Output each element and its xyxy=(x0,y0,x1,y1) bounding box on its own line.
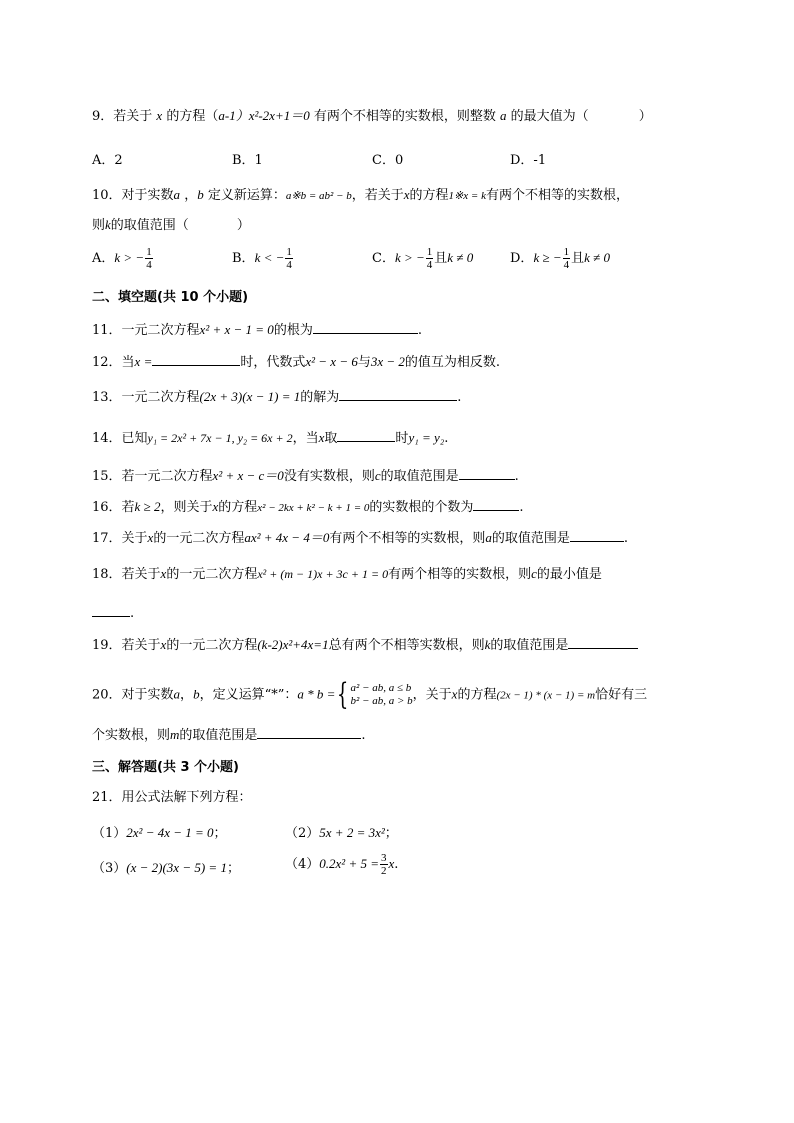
q16-text: 的方程 xyxy=(218,500,258,515)
q21-equation: 5x + 2 = 3x² xyxy=(319,825,385,840)
q21-text: ； xyxy=(384,826,398,841)
q15-equation: x² + x − c＝0 xyxy=(212,468,284,483)
q10-var-k: k xyxy=(105,217,111,232)
q21-text: . xyxy=(394,857,399,872)
q10-text: ， xyxy=(184,188,198,203)
q12-var-x: x = xyxy=(134,354,153,369)
q11-equation: x² + x − 1 = 0 xyxy=(199,322,274,337)
q12-expression: x² − x − 6 xyxy=(305,354,358,369)
q9-equation: a-1）x²-2x+1＝0 xyxy=(218,108,310,123)
q12-text: 与 xyxy=(357,355,371,370)
q18-var-c: c xyxy=(531,566,537,581)
fraction-denominator: 4 xyxy=(286,259,292,271)
q16-condition: k ≥ 2 xyxy=(134,499,161,514)
q20-cases xyxy=(350,682,412,708)
q10-text: 且 xyxy=(434,251,448,266)
q21-text: ； xyxy=(213,826,227,841)
q10-option-expr: k ≥ − xyxy=(533,250,562,265)
q21-equation: 2x² − 4x − 1 = 0 xyxy=(126,825,214,840)
q18-equation: x² + (m − 1)x + 3c + 1 = 0 xyxy=(257,567,389,581)
q19-equation: (k-2)x²+4x=1 xyxy=(257,637,329,652)
q18-var-x: x xyxy=(160,566,167,581)
fraction-numerator: 3 xyxy=(381,852,387,864)
brace-symbol: { xyxy=(337,677,349,712)
q21-part-label: （4） xyxy=(285,857,320,872)
q10-option-b xyxy=(232,246,294,271)
q10-option-a xyxy=(92,246,154,271)
q10-option-expr: k > − xyxy=(394,250,425,265)
fraction-numerator: 1 xyxy=(426,246,433,258)
q20-var-m: m xyxy=(170,727,180,742)
q10-text: 且 xyxy=(571,251,585,266)
q19-text: 总有两个不相等实数根，则 xyxy=(328,638,485,653)
question-21-title: 21．用公式法解下列方程： xyxy=(92,790,252,805)
q11-text: 的根为 xyxy=(273,323,313,338)
fraction xyxy=(285,246,293,271)
q20-text: 20．对于实数 xyxy=(92,687,174,703)
q14-equation: y₁ = y₂ xyxy=(408,430,445,445)
q17-blank xyxy=(570,529,624,542)
q19-blank xyxy=(568,636,638,649)
fraction-denominator: 4 xyxy=(563,259,570,271)
q20-text: 个实数根，则 xyxy=(92,728,171,743)
q10-var-x: x xyxy=(403,187,410,202)
q21-text: ； xyxy=(226,861,240,876)
fraction-denominator: 4 xyxy=(426,259,433,271)
q14-text: 取 xyxy=(324,431,338,446)
q10-option-expr: k > − xyxy=(114,250,145,265)
question-20 xyxy=(92,677,648,712)
q15-blank xyxy=(459,467,515,480)
q18-blank xyxy=(92,604,130,617)
q10-option-expr: k ≠ 0 xyxy=(447,250,474,265)
q21-part-label: （1） xyxy=(92,826,127,841)
q10-definition: a※b = ab² − b xyxy=(285,190,352,202)
q15-text: 的取值范围是 xyxy=(380,469,459,484)
q18-text: 的一元二次方程 xyxy=(166,567,258,582)
q14-text: 14．已知 xyxy=(92,431,148,446)
q14-equation: y₁ = 2x² + 7x − 1, y₂ = 6x + 2 xyxy=(147,431,293,445)
q21-part-3 xyxy=(92,857,240,876)
q20-case-2: b² − ab, a > b xyxy=(350,695,413,707)
q10-text: ，若关于 xyxy=(351,188,404,203)
question-10-line2 xyxy=(92,217,250,234)
q9-var-x: x xyxy=(156,108,163,123)
q14-text: ，当 xyxy=(292,431,319,446)
q10-text: 10．对于实数 xyxy=(92,188,174,203)
q17-var-x: x xyxy=(147,530,154,545)
q13-equation: (2x + 3)(x − 1) = 1 xyxy=(199,389,301,404)
q20-text: 恰好有三 xyxy=(595,687,648,703)
q12-text: 时，代数式 xyxy=(240,355,306,370)
q10-option-label: B． xyxy=(232,251,255,266)
q20-text: 的方程 xyxy=(457,687,497,703)
q11-blank xyxy=(313,321,418,334)
q20-case-1: a² − ab, a ≤ b xyxy=(350,682,412,694)
q16-text: 的实数根的个数为 xyxy=(369,500,474,515)
question-9 xyxy=(92,108,652,125)
question-19 xyxy=(92,636,638,654)
q9-option-c: C．0 xyxy=(372,153,404,168)
q20-var-b: b xyxy=(193,686,200,702)
q21-part-label: （2） xyxy=(285,826,320,841)
q13-blank xyxy=(339,388,457,401)
q13-text: . xyxy=(457,390,462,405)
q10-option-expr: k ≠ 0 xyxy=(584,250,611,265)
q21-part-2 xyxy=(285,822,398,841)
q21-part-label: （3） xyxy=(92,861,127,876)
question-13 xyxy=(92,388,461,406)
q21-equation: (x − 2)(3x − 5) = 1 xyxy=(126,860,227,875)
q17-text: 有两个不相等的实数根，则 xyxy=(329,531,486,546)
q14-text: 时 xyxy=(395,431,409,446)
q13-text: 13．一元二次方程 xyxy=(92,390,200,405)
q19-var-x: x xyxy=(160,637,167,652)
q20-equation: (2x − 1) * (x − 1) = m xyxy=(496,689,596,702)
q10-option-d xyxy=(510,246,610,271)
q10-option-c xyxy=(372,246,473,271)
q9-option-a: A．2 xyxy=(92,153,123,168)
q19-text: 的取值范围是 xyxy=(490,638,569,653)
q17-equation: ax² + 4x − 4＝0 xyxy=(244,530,330,545)
q10-option-label: A． xyxy=(92,251,115,266)
q17-text: . xyxy=(623,531,628,546)
q16-var-x: x xyxy=(212,499,219,514)
q12-text: 12．当 xyxy=(92,355,135,370)
q12-blank xyxy=(152,353,240,366)
question-17 xyxy=(92,529,628,547)
q16-text: . xyxy=(519,500,524,515)
q10-text: 则 xyxy=(92,218,106,233)
fraction xyxy=(145,246,153,271)
q20-text: ， xyxy=(180,687,194,703)
q21-equation: 0.2x² + 5 = xyxy=(319,856,379,871)
fraction-numerator: 1 xyxy=(146,246,152,258)
q17-text: 的取值范围是 xyxy=(491,531,570,546)
q12-expression: 3x − 2 xyxy=(370,354,405,369)
q9-var-a: a xyxy=(500,108,507,123)
q10-var-a: a xyxy=(173,187,181,202)
q11-text: . xyxy=(417,323,422,338)
fraction-numerator: 1 xyxy=(286,246,292,258)
q9-text: ） xyxy=(638,109,652,124)
q18-text: 18．若关于 xyxy=(92,567,161,582)
fraction xyxy=(426,246,434,271)
q10-equation: 1※x = k xyxy=(448,190,486,202)
fraction xyxy=(380,852,388,877)
fraction-denominator: 2 xyxy=(381,865,387,877)
question-14 xyxy=(92,429,448,447)
q9-option-d: D．-1 xyxy=(510,153,547,168)
q18-text: 有两个相等的实数根，则 xyxy=(388,567,532,582)
q19-text: 19．若关于 xyxy=(92,638,161,653)
q21-part-1 xyxy=(92,822,227,841)
question-18-line2 xyxy=(92,604,134,622)
section-heading-fill-in: 二、填空题(共 10 个小题) xyxy=(92,290,249,305)
q19-text: 的一元二次方程 xyxy=(166,638,258,653)
q15-text: 15．若一元二次方程 xyxy=(92,469,213,484)
q12-text: 的值互为相反数. xyxy=(404,355,501,370)
q14-var-x: x xyxy=(318,430,325,445)
q10-text: ） xyxy=(236,218,250,233)
q9-text: 9．若关于 xyxy=(92,109,153,124)
q11-text: 11．一元二次方程 xyxy=(92,323,200,338)
q20-blank xyxy=(257,726,361,739)
q18-text: . xyxy=(130,606,135,621)
q20-var-x: x xyxy=(451,686,458,702)
q10-text: 的取值范围（ xyxy=(110,218,189,233)
q10-option-label: D． xyxy=(510,251,534,266)
q20-text: ，定义运算“*”： xyxy=(199,687,298,703)
fraction xyxy=(563,246,571,271)
q9-text: 有两个不相等的实数根，则整数 xyxy=(313,109,496,124)
q21-part-4 xyxy=(285,852,398,877)
q10-text: 的方程 xyxy=(409,188,449,203)
q21-var-x: x xyxy=(388,856,395,871)
q16-blank xyxy=(473,498,519,511)
question-12 xyxy=(92,353,500,371)
q19-var-k: k xyxy=(484,637,491,652)
q10-text: 有两个不相等的实数根， xyxy=(485,188,629,203)
q9-text: 的方程（ xyxy=(166,109,219,124)
q9-option-b: B．1 xyxy=(232,153,263,168)
question-16 xyxy=(92,498,524,516)
q16-text: 16．若 xyxy=(92,500,135,515)
q10-option-label: C． xyxy=(372,251,395,266)
q13-text: 的解为 xyxy=(300,390,340,405)
q17-var-a: a xyxy=(485,530,492,545)
q16-equation: x² − 2kx + k² − k + 1 = 0 xyxy=(257,502,370,514)
q15-var-c: c xyxy=(374,468,381,483)
q17-text: 17．关于 xyxy=(92,531,148,546)
q20-text: . xyxy=(361,728,366,743)
q17-text: 的一元二次方程 xyxy=(153,531,245,546)
q18-text: 的最小值是 xyxy=(536,567,602,582)
fraction-numerator: 1 xyxy=(563,246,570,258)
question-18 xyxy=(92,566,602,583)
q20-text: 的取值范围是 xyxy=(179,728,258,743)
q20-text: ，关于 xyxy=(412,687,452,703)
question-10 xyxy=(92,187,629,204)
q16-text: ，则关于 xyxy=(160,500,213,515)
q20-definition: a * b = xyxy=(297,686,336,702)
fraction-denominator: 4 xyxy=(146,259,152,271)
section-heading-solve: 三、解答题(共 3 个小题) xyxy=(92,760,239,775)
question-20-line2 xyxy=(92,726,366,744)
q10-var-b: b xyxy=(197,187,204,202)
q9-text: 的最大值为（ xyxy=(510,109,589,124)
q15-text: 没有实数根，则 xyxy=(283,469,375,484)
q14-blank xyxy=(337,429,395,442)
q14-text: . xyxy=(444,431,449,446)
q10-text: 定义新运算： xyxy=(207,188,286,203)
q20-var-a: a xyxy=(173,686,181,702)
question-11 xyxy=(92,321,422,339)
question-15 xyxy=(92,467,519,485)
q10-option-expr: k < − xyxy=(254,250,285,265)
q15-text: . xyxy=(514,469,519,484)
